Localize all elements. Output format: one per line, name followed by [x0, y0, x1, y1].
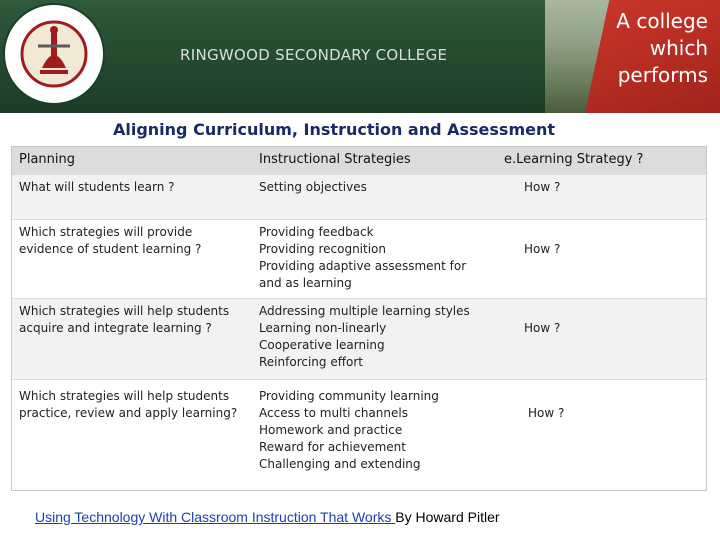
page-title: Aligning Curriculum, Instruction and Assessment	[112, 120, 556, 139]
strategy-item: Cooperative learning	[259, 338, 385, 352]
table-header-row	[12, 147, 706, 175]
strategy-item: Providing recognition	[259, 242, 386, 256]
table-row	[12, 175, 706, 219]
slogan-line: A college	[616, 9, 708, 33]
elearning-cell: How ?	[524, 180, 561, 194]
header-planning: Planning	[19, 152, 75, 167]
header-instructional-strategies: Instructional Strategies	[259, 152, 411, 167]
strategies-cell	[259, 303, 487, 371]
strategy-item: Challenging and extending	[259, 457, 421, 471]
strategies-cell	[259, 179, 487, 196]
table-row	[12, 220, 706, 298]
planning-cell: Which strategies will help students practice, review and apply learning?	[19, 389, 238, 420]
strategy-item: Providing adaptive assessment for and as learning	[259, 259, 467, 290]
planning-cell: Which strategies will provide evidence of student learning ?	[19, 225, 202, 256]
book-title-link[interactable]: Using Technology With Classroom Instruction That Works	[35, 509, 396, 525]
table-row	[12, 380, 706, 491]
elearning-cell: How ?	[528, 406, 565, 420]
strategy-item: Addressing multiple learning styles	[259, 304, 470, 318]
strategy-item: Reinforcing effort	[259, 355, 363, 369]
strategies-cell	[259, 388, 487, 473]
elearning-cell: How ?	[524, 242, 561, 256]
slogan-line: performs	[617, 63, 708, 87]
source-citation	[35, 509, 500, 525]
strategies-cell	[259, 224, 487, 292]
alignment-table	[11, 146, 707, 491]
author-credit: By Howard Pitler	[395, 509, 500, 525]
school-name: RINGWOOD SECONDARY COLLEGE	[180, 46, 448, 64]
strategy-item: Learning non-linearly	[259, 321, 387, 335]
strategy-item: Providing feedback	[259, 225, 374, 239]
strategy-item: Setting objectives	[259, 180, 367, 194]
elearning-cell: How ?	[524, 321, 561, 335]
strategy-item: Homework and practice	[259, 423, 403, 437]
header-elearning-strategy: e.Learning Strategy ?	[504, 152, 644, 167]
strategy-item: Access to multi channels	[259, 406, 408, 420]
strategy-item: Reward for achievement	[259, 440, 406, 454]
table-row	[12, 299, 706, 379]
slogan	[588, 8, 708, 89]
planning-cell: What will students learn ?	[19, 180, 175, 194]
planning-cell: Which strategies will help students acquire and integrate learning ?	[19, 304, 230, 335]
college-crest-logo	[2, 2, 106, 106]
strategy-item: Providing community learning	[259, 389, 439, 403]
header-banner	[0, 0, 720, 113]
slogan-line: which	[649, 36, 708, 60]
